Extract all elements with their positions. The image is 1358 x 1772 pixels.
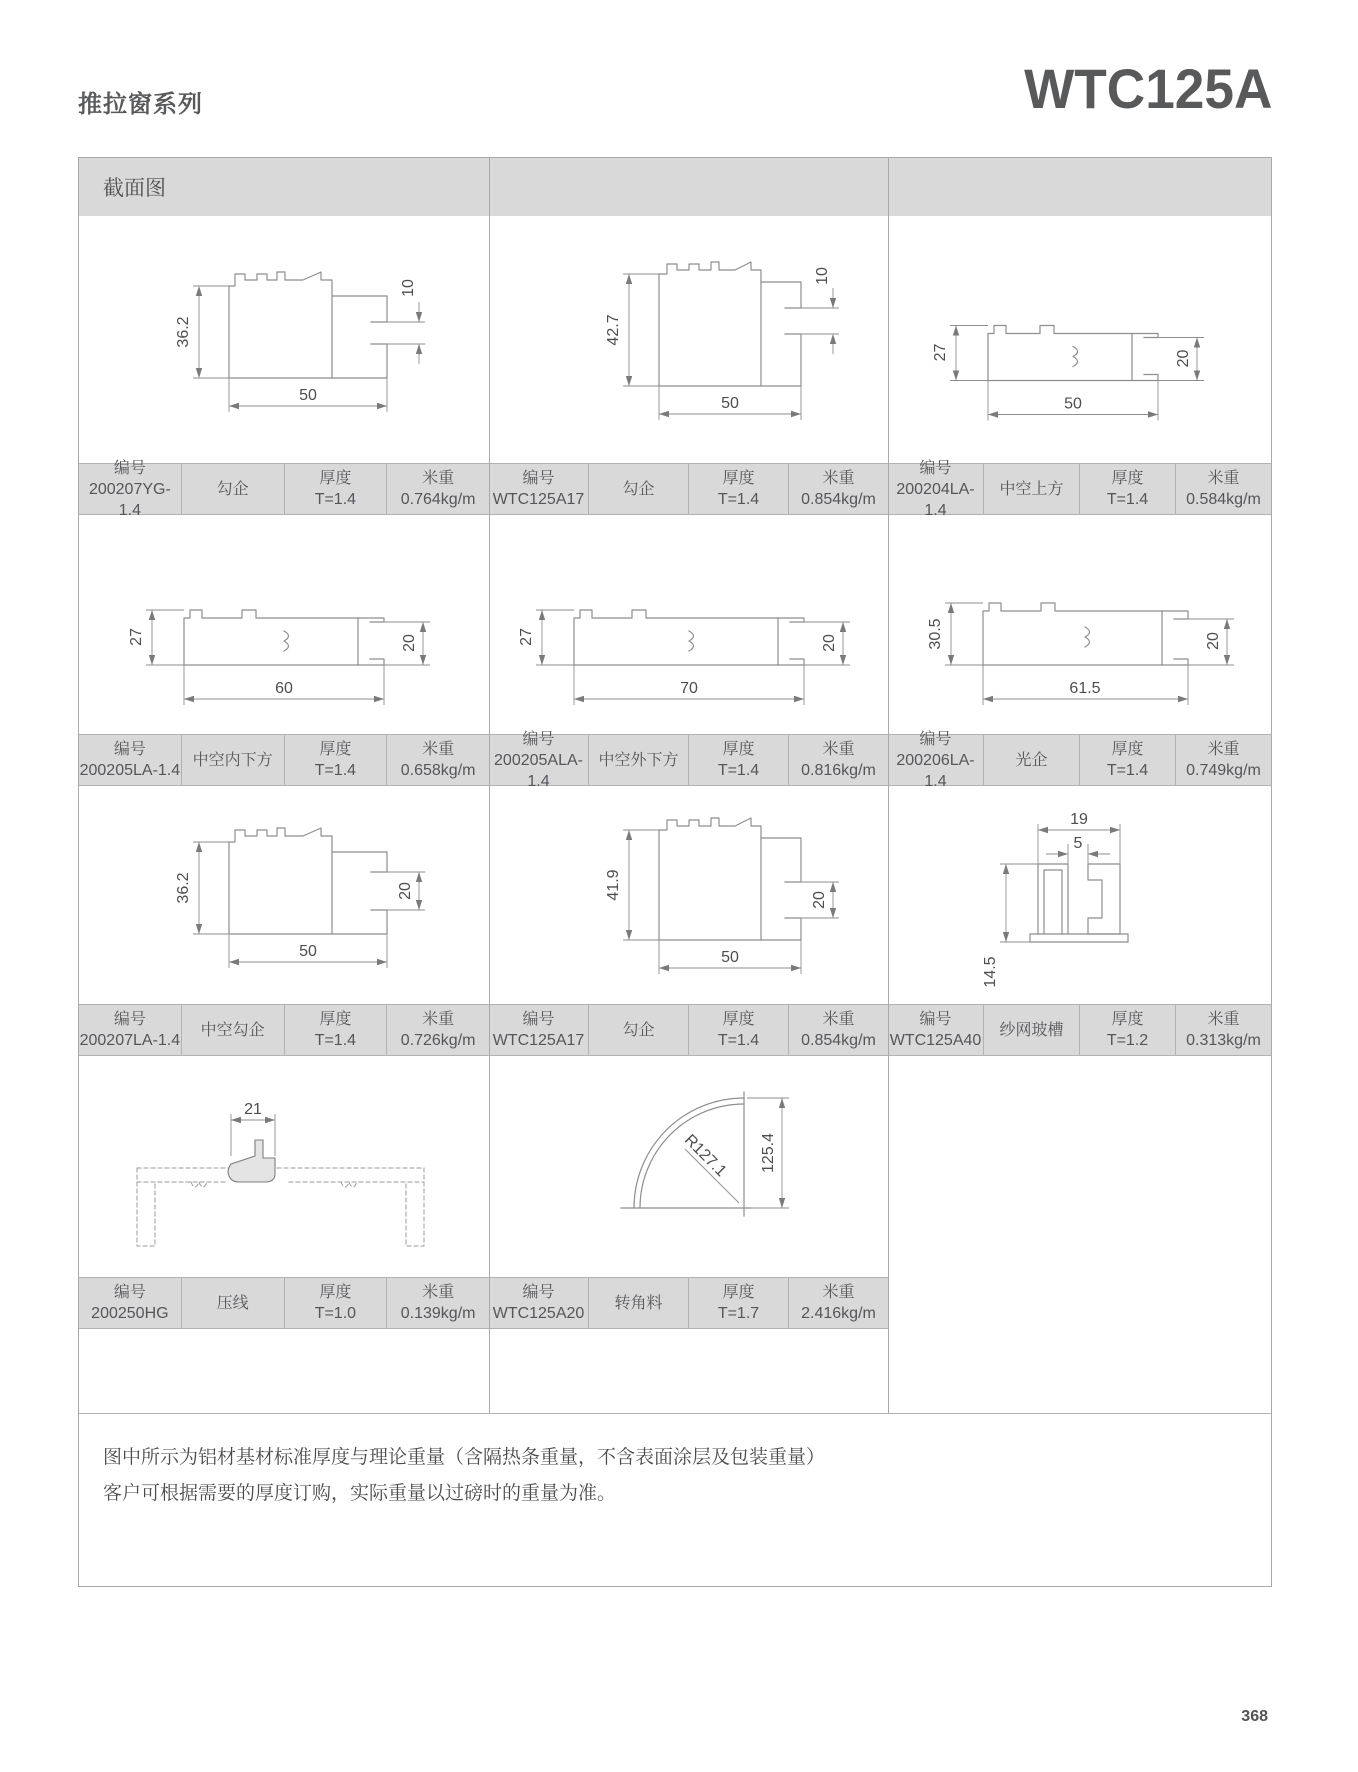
profile-name: 中空内下方 [192,751,273,769]
weight-label: 米重 [822,1011,855,1028]
profile-drawing-cell [888,786,1271,1004]
weight-label: 米重 [422,741,455,758]
dimensions [128,610,430,705]
thickness-label: 厚度 [319,741,352,758]
dim-label: 50 [1064,395,1082,413]
profile-geometry [621,1092,751,1216]
thickness-label: 厚度 [722,470,755,487]
profile-geometry [659,818,801,940]
code-cell [888,459,983,519]
profile-name: 光企 [1015,751,1048,769]
profile-drawing-WTC125A17 [489,216,888,463]
spec-strip-group [489,1004,888,1056]
thickness-value: T=1.0 [314,1305,357,1322]
dim-label: 20 [397,882,414,900]
code-label: 编号 [113,459,146,477]
profile-sheet-table [78,157,1272,1587]
dim-label: 50 [721,949,739,966]
weight-cell [386,1005,489,1055]
code-label: 编号 [113,1011,146,1028]
dimensions [605,830,839,974]
thickness-label: 厚度 [319,1011,352,1028]
profile-drawing-cell [79,786,489,1004]
code-cell [888,730,983,790]
weight-label: 米重 [422,1284,455,1301]
profile-drawing-WTC125A17-2 [489,786,888,1004]
profile-drawing-200205LA [79,515,489,734]
dim-label: 10 [400,279,417,297]
drawing-row-3 [79,786,1271,1004]
thickness-label: 厚度 [1111,1011,1144,1028]
profile-drawing-200204LA [888,216,1271,463]
spec-strip-group [79,459,489,519]
spec-strip-group [888,1004,1271,1056]
spec-strip-group [79,1277,489,1329]
weight-value: 0.313kg/m [1186,1032,1261,1049]
thickness-label: 厚度 [319,1284,352,1301]
dim-label: 20 [1175,349,1192,368]
weight-label: 米重 [822,470,855,487]
thickness-value: T=1.4 [717,762,760,779]
weight-label: 米重 [1207,741,1240,758]
profile-name: 转角料 [614,1294,663,1312]
dim-label: 41.9 [605,869,622,901]
weight-cell [788,1278,888,1328]
dim-label: 70 [680,680,698,697]
profile-geometry [574,610,804,665]
table-bottom-spacer [79,1329,1271,1413]
profile-drawing-cell [79,1056,489,1277]
dim-label: 61.5 [1069,680,1101,697]
weight-value: 2.416kg/m [801,1305,876,1322]
name-cell [588,1278,688,1328]
thickness-cell [284,1278,387,1328]
code-cell [79,1278,181,1328]
code-value: WTC125A40 [889,1032,982,1049]
code-label: 编号 [919,730,952,748]
profile-geometry [229,828,387,934]
profile-name: 纱网玻槽 [999,1021,1064,1039]
dim-label: 20 [1205,632,1222,650]
weight-cell [1175,1005,1271,1055]
name-cell [983,1005,1079,1055]
dimensions [231,1101,275,1156]
spec-strip-group [79,734,489,786]
code-value: 200250HG [91,1305,169,1322]
dim-label: 27 [932,343,949,362]
weight-cell [386,1278,489,1328]
code-value: 200206LA-1.4 [896,751,975,790]
series-title: 推拉窗系列 [78,91,203,118]
dim-label: 14.5 [982,956,999,988]
profile-drawing-cell [489,786,888,1004]
name-cell [983,464,1079,514]
thickness-value: T=1.4 [717,1032,760,1049]
code-value: 200207LA-1.4 [79,1032,181,1049]
code-value: 200205ALA-1.4 [494,751,583,790]
profile-drawing-cell [888,216,1271,463]
weight-value: 0.749kg/m [1186,762,1261,779]
name-cell [181,735,284,785]
profile-drawing-cell [79,216,489,463]
weight-cell [386,735,489,785]
spec-strip-group [888,459,1271,519]
profile-name: 中空上方 [999,480,1064,498]
thickness-cell [1079,464,1175,514]
dim-label: 21 [244,1101,262,1118]
code-label: 编号 [919,1011,952,1028]
dim-label: 10 [814,267,831,285]
code-cell [79,735,181,785]
weight-value: 0.726kg/m [400,1032,476,1049]
dim-label: 36.2 [175,316,192,348]
weight-cell [788,464,888,514]
thickness-label: 厚度 [722,1284,755,1301]
profile-drawing-200207LA [79,786,489,1004]
profile-name: 中空外下方 [598,751,679,769]
code-cell [489,1005,588,1055]
pressure-line-profile [228,1140,275,1182]
profile-drawing-200250HG [79,1056,489,1277]
name-cell [588,1005,688,1055]
profile-drawing-cell [489,1056,888,1277]
dim-label: 20 [811,891,828,909]
model-code-title: WTC125A [1023,57,1272,120]
profile-geometry [229,272,387,378]
dim-label: 19 [1070,811,1088,828]
profile-drawing-cell [489,216,888,463]
weight-value: 0.658kg/m [400,762,476,779]
thickness-label: 厚度 [1111,470,1144,487]
weight-value: 0.816kg/m [801,762,876,779]
dim-label: 50 [299,943,317,960]
profile-geometry [137,1140,424,1246]
weight-label: 米重 [1207,1011,1240,1028]
spec-strip-group [79,1004,489,1056]
dim-label: 50 [721,395,739,412]
profile-drawing-200206LA [888,515,1271,734]
code-label: 编号 [522,730,555,748]
profile-drawing-WTC125A20 [489,1056,888,1277]
section-header [79,158,1271,216]
thickness-cell [688,464,788,514]
spec-strip-group [489,1277,888,1329]
code-cell [489,730,588,790]
code-value: 200207YG-1.4 [88,480,171,519]
code-cell [79,459,181,519]
column-separator [888,158,889,1413]
code-label: 编号 [919,459,952,477]
weight-label: 米重 [422,470,455,487]
spec-strip-row [79,1277,1271,1329]
profile-geometry [988,326,1158,381]
code-label: 编号 [522,1011,555,1028]
empty-strip-group [888,1277,1271,1329]
profile-drawing-cell [79,515,489,734]
name-cell [181,1005,284,1055]
dim-label: 42.7 [605,314,622,346]
thickness-value: T=1.4 [717,491,760,508]
code-label: 编号 [113,741,146,758]
weight-label: 米重 [822,741,855,758]
name-cell [983,735,1079,785]
dim-label: 30.5 [927,618,944,650]
name-cell [181,464,284,514]
thickness-cell [1079,1005,1175,1055]
spec-strip-row [79,730,1271,790]
weight-value: 0.854kg/m [801,491,876,508]
code-value: WTC125A17 [492,491,585,508]
thickness-label: 厚度 [722,741,755,758]
weight-value: 0.854kg/m [801,1032,876,1049]
profile-geometry [983,603,1188,665]
weight-cell [1175,735,1271,785]
thickness-label: 厚度 [319,470,352,487]
profile-geometry [184,610,384,665]
spec-strip-row [79,1004,1271,1056]
thickness-label: 厚度 [1111,741,1144,758]
weight-cell [386,464,489,514]
dimensions [982,811,1120,988]
note-line-1: 图中所示为铝材基材标准厚度与理论重量（含隔热条重量，不含表面涂层及包装重量） [103,1447,826,1468]
dim-label: 60 [275,680,293,697]
profile-drawing-WTC125A40 [888,786,1271,1004]
profile-name: 中空勾企 [200,1021,265,1039]
name-cell [181,1278,284,1328]
thickness-cell [688,735,788,785]
weight-label: 米重 [1207,470,1240,487]
code-value: 200204LA-1.4 [896,480,975,519]
dim-label: 20 [821,634,838,652]
code-value: WTC125A20 [492,1305,585,1322]
profile-geometry [1030,864,1128,942]
thickness-cell [284,464,387,514]
section-header-label: 截面图 [103,177,166,200]
code-value: 200205LA-1.4 [79,762,181,779]
weight-value: 0.139kg/m [400,1305,476,1322]
dim-label: 50 [299,387,317,404]
column-separator [489,158,490,1413]
thickness-value: T=1.2 [1106,1032,1149,1049]
weight-cell [788,1005,888,1055]
thickness-cell [284,1005,387,1055]
thickness-value: T=1.4 [1106,762,1149,779]
thickness-cell [1079,735,1175,785]
dim-label: 20 [401,634,418,652]
thickness-cell [688,1278,788,1328]
profile-name: 勾企 [622,480,655,498]
dim-label: 27 [128,628,145,646]
thickness-value: T=1.4 [314,762,357,779]
dim-label: 125.4 [760,1132,777,1174]
weight-cell [1175,464,1271,514]
code-cell [489,1278,588,1328]
dim-label: 36.2 [175,872,192,904]
spec-strip-group [489,730,888,790]
empty-drawing-cell [888,1056,1271,1277]
thickness-cell [284,735,387,785]
page-number: 368 [1241,1708,1268,1725]
spec-strip-group [888,730,1271,790]
dim-label: R127.1 [680,1131,730,1181]
note-row [79,1413,1271,1586]
profile-name: 勾企 [216,480,249,498]
thickness-value: T=1.7 [717,1305,760,1322]
weight-cell [788,735,888,785]
drawing-row-1 [79,216,1271,463]
thickness-value: T=1.4 [314,491,357,508]
thickness-label: 厚度 [722,1011,755,1028]
weight-value: 0.764kg/m [400,491,476,508]
profile-name: 压线 [216,1294,249,1312]
dimensions [605,267,839,420]
code-label: 编号 [522,1284,555,1301]
profile-name: 勾企 [622,1021,655,1039]
name-cell [588,464,688,514]
profile-drawing-cell [888,515,1271,734]
dimensions [932,326,1204,421]
code-label: 编号 [522,470,555,487]
thickness-value: T=1.4 [314,1032,357,1049]
dim-label: 27 [518,628,535,646]
code-cell [888,1005,983,1055]
weight-label: 米重 [822,1284,855,1301]
weight-value: 0.584kg/m [1186,491,1261,508]
drawing-row-4 [79,1056,1271,1277]
name-cell [588,735,688,785]
code-value: WTC125A17 [492,1032,585,1049]
code-cell [489,464,588,514]
thickness-value: T=1.4 [1106,491,1149,508]
dimensions [518,610,850,705]
weight-label: 米重 [422,1011,455,1028]
code-label: 编号 [113,1284,146,1301]
thickness-cell [688,1005,788,1055]
profile-drawing-cell [489,515,888,734]
spec-strip-row [79,459,1271,519]
note-line-2: 客户可根据需要的厚度订购，实际重量以过磅时的重量为准。 [103,1483,617,1504]
profile-drawing-200205ALA [489,515,888,734]
spec-strip-group [489,463,888,515]
profile-geometry [659,262,801,386]
code-cell [79,1005,181,1055]
dim-label: 5 [1073,835,1083,852]
drawing-row-2 [79,515,1271,734]
profile-drawing-200207YG [79,216,489,463]
